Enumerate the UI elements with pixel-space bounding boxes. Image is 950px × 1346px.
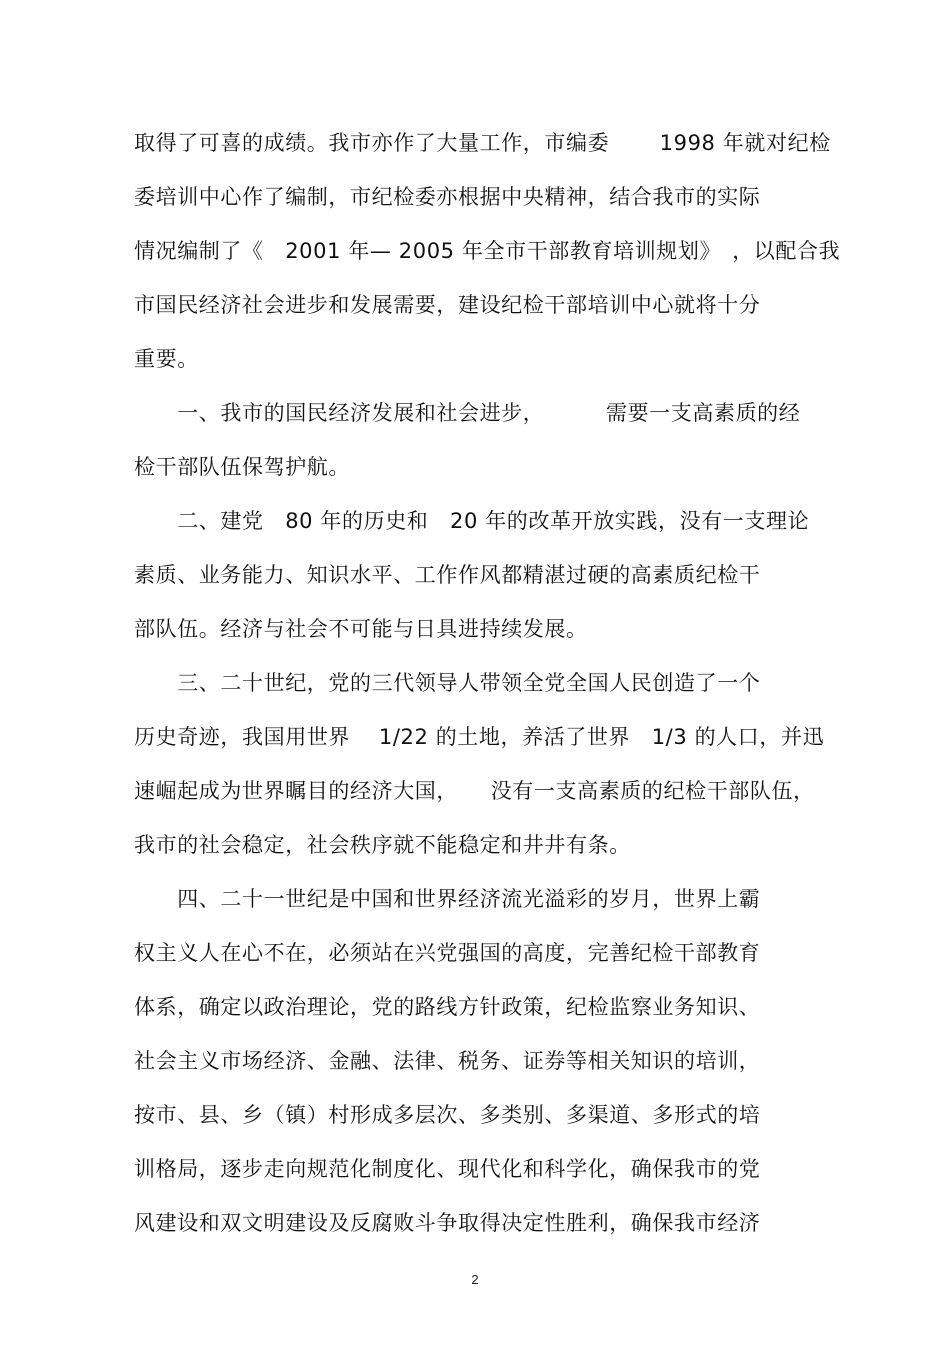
text-line: 二、建党 80 年的历史和 20 年的改革开放实践，没有一支理论 [134, 509, 810, 533]
text-line: 风建设和双文明建设及反腐败斗争取得决定性胜利，确保我市经济 [134, 1211, 761, 1235]
text-line: 我市的社会稳定，社会秩序就不能稳定和井井有条。 [134, 833, 631, 857]
text-line: 按市、县、乡（镇）村形成多层次、多类别、多渠道、多形式的培 [134, 1103, 761, 1127]
text-line: 权主义人在心不在，必须站在兴党强国的高度，完善纪检干部教育 [134, 941, 761, 965]
text-line: 市国民经济社会进步和发展需要，建设纪检干部培训中心就将十分 [134, 293, 761, 317]
text-line: 速崛起成为世界瞩目的经济大国， 没有一支高素质的纪检干部队伍， [134, 779, 815, 803]
text-line: 素质、业务能力、知识水平、工作作风都精湛过硬的高素质纪检干 [134, 563, 761, 587]
text-line: 委培训中心作了编制，市纪检委亦根据中央精神，结合我市的实际 [134, 185, 761, 209]
text-line: 部队伍。经济与社会不可能与日具进持续发展。 [134, 617, 588, 641]
text-line: 检干部队伍保驾护航。 [134, 455, 350, 479]
text-line: 一、我市的国民经济发展和社会进步， 需要一支高素质的经 [134, 401, 801, 425]
text-line: 重要。 [134, 347, 199, 371]
text-line: 历史奇迹，我国用世界 1/22 的土地，养活了世界 1/3 的人口，并迅 [134, 725, 825, 749]
page-number: 2 [471, 1272, 479, 1287]
text-line: 三、二十世纪，党的三代领导人带领全党全国人民创造了一个 [134, 671, 761, 695]
text-line: 社会主义市场经济、金融、法律、税务、证券等相关知识的培训， [134, 1049, 761, 1073]
text-line: 体系，确定以政治理论，党的路线方针政策，纪检监察业务知识、 [134, 995, 761, 1019]
text-line: 情况编制了《 2001 年— 2005 年全市干部教育培训规划》 ，以配合我 [134, 239, 841, 263]
text-line: 四、二十一世纪是中国和世界经济流光溢彩的岁月，世界上霸 [134, 887, 761, 911]
text-line: 取得了可喜的成绩。我市亦作了大量工作，市编委 1998 年就对纪检 [134, 131, 831, 155]
text-line: 训格局，逐步走向规范化制度化、现代化和科学化，确保我市的党 [134, 1157, 761, 1181]
